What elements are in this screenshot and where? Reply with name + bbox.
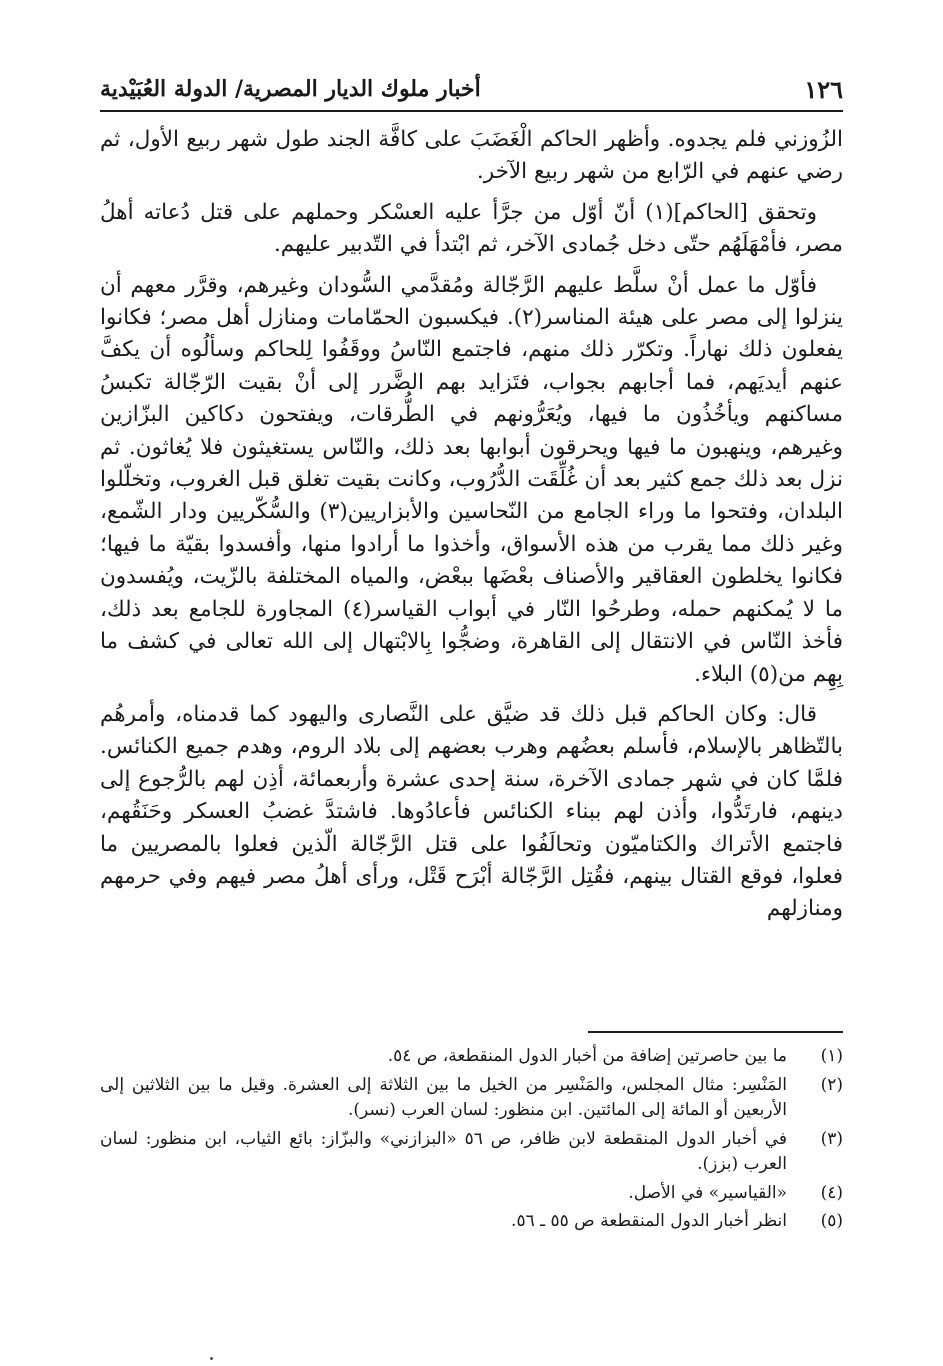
paragraph: الزُوزني فلم يجدوه. وأظهر الحاكم الْغَضَبَ على كافَّة الجند طول شهر ربيع الأول، ثم رضي عنهم في الرّابع من شهر ربيع الآخر. (100, 127, 843, 185)
footnote-number: (٤) (820, 1182, 843, 1203)
footnote-text: المَنْسِر: مثال المجلس، والمَنْسِر من الخيل ما بين الثلاثة إلى العشرة. وقيل ما بين الثلاثين إلى الأربعين أو المائة إلى المائتين. ابن منظور: لسان العرب (نسر). (100, 1074, 787, 1120)
page-number: ١٢٦ (804, 74, 843, 104)
page-header (100, 68, 843, 112)
footnote (100, 1209, 843, 1235)
footnote-text: ما بين حاصرتين إضافة من أخبار الدول المنقطعة، ص ٥٤. (387, 1046, 787, 1066)
main-text (100, 124, 843, 934)
footnote-number: (١) (820, 1046, 843, 1066)
footnote-number: (٣) (820, 1128, 843, 1149)
scan-speck (210, 1357, 213, 1360)
running-title: أخبار ملوك الديار المصرية/ الدولة العُبَيْدية (100, 76, 481, 102)
paragraph: وتحقق [الحاكم](١) أنّ أوّل من جرَّأ عليه العسْكر وحملهم على قتل دُعاته أهلُ مصر، فأمْهَلَهُم حتّى دخل جُمادى الآخر، ثم ابْتدأ في التّدبير عليهم. (100, 199, 843, 258)
footnote-separator (588, 1031, 843, 1033)
footnote-text: انظر أخبار الدول المنقطعة ص ٥٥ ـ ٥٦. (511, 1211, 787, 1231)
footnote-number: (٥) (820, 1211, 843, 1231)
footnotes (100, 1044, 843, 1238)
footnote (100, 1127, 843, 1178)
paragraph: قال: وكان الحاكم قبل ذلك قد ضيَّق على النَّصارى واليهود كما قدمناه، وأمرهُم بالتّظاهر بالإسلام، فأسلم بعضُهم وهرب بعضهم إلى بلاد الروم، وهدم جميع الكنائس. فلمَّا كان في شهر جمادى الآخرة، سنة إحدى عشرة وأربعمائة، أذِن لهم بالرُّجوع إلى دينهم، فارتَدُّوا، وأذن لهم ببناء الكنائس فأعادُوها. فاشتدَّ غضبُ العسكر وحَنَقُهم، فاجتمع الأتراك والكتاميّون وتحالَفُوا على قتل الرَّجّالة الّذين فعلوا بالمصريين ما فعلوا، فوقع القتال بينهم، فقُتِل الرَّجّالة أبْرَح قَتْل، ورأى أهلُ مصر فيهم وفي حرمهم ومنازلهم (100, 701, 843, 922)
footnote-text: «القياسير» في الأصل. (628, 1182, 787, 1203)
footnote (100, 1181, 843, 1207)
footnote-text: في أخبار الدول المنقطعة لابن ظافر، ص ٥٦ «البزازني» والبزّاز: بائع الثياب، ابن منظور: لسان العرب (بزز). (100, 1128, 787, 1174)
footnote-number: (٢) (820, 1074, 843, 1095)
paragraph: فأوّل ما عمل أنْ سلَّط عليهم الرَّجّالة ومُقدَّمي السُّودان وغيرهم، وقرَّر معهم أن ينزلوا إلى مصر على هيئة المناسر(٢). فيكسبون الحمّامات ومنازل أهل مصر؛ فكانوا يفعلون ذلك نهاراً. وتكرّر ذلك منهم، فاجتمع النّاسُ ووقَفُوا لِلحاكم وسألُوه أن يكفَّ عنهم أيديَهم، فما أجابهم بجواب، فتَزايد بهم الضَّرر إلى أنْ بقيت الرّجّالة تكبسُ مساكنهم ويأخُذُون ما فيها، ويُعَرُّونهم في الطُّرقات، ويفتحون دكاكين البزّازين وغيرهم، وينهبون ما فيها ويحرقون أبوابها بعد ذلك، والنّاس يستغيثون فلا يُغاثون. ثم نزل بعد ذلك جمع كثير بعد أن غُلِّقَت الدُّرُوب، وكانت بقيت تغلق قبل الغروب، وتخلّلوا البلدان، وفتحوا ما وراء الجامع من النّحاسين والأبزاريين(٣) والسُّكّريين ودار الشّمع، وغير ذلك مما يقرب من هذه الأسواق، وأخذوا ما أرادوا منها، وأفسدوا بقيّة ما فيها؛ فكانوا يخلطون العقاقير والأصناف بعْضَها ببعْض، والمياه المختلفة بالزّيت، ويُفسدون ما لا يُمكنهم حمله، وطرحُوا النّار في أبواب القياسر(٤) المجاورة للجامع بعد ذلك، فأخذ النّاس في الانتقال إلى القاهرة، وضجُّوا بِالابْتهال إلى الله تعالى في كشف ما بِهِم من(٥) البلاء. (100, 272, 844, 687)
footnote (100, 1044, 843, 1070)
footnote (100, 1073, 843, 1124)
